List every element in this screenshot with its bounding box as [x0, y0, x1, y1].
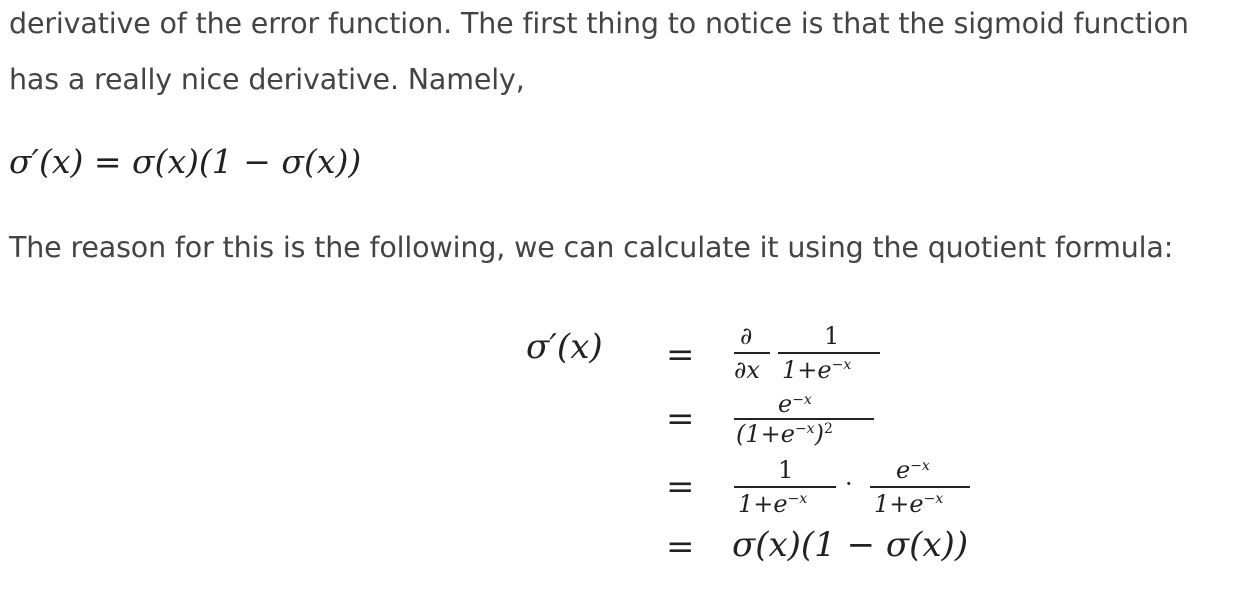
formula-equals: =: [93, 142, 122, 181]
multiplication-dot: ·: [845, 470, 853, 498]
step2-numerator: $e^{-x}$: [778, 390, 812, 418]
intro-line-2: has a really nice derivative. Namely,: [9, 63, 525, 96]
step2-denominator: $(1+e^{-x})^2$: [736, 420, 833, 448]
step1-fraction-bar: [778, 352, 880, 354]
partial-denominator: ∂x: [734, 356, 760, 384]
step3-left-denominator: $1+e^{-x}$: [738, 490, 808, 518]
step3-left-fraction-bar: [734, 486, 836, 488]
equals-sign-4: =: [666, 527, 695, 567]
reason-paragraph: The reason for this is the following, we can calculate it using the quotient formula:: [9, 231, 1174, 264]
equals-sign-3: =: [666, 467, 695, 507]
equals-sign-1: =: [666, 335, 695, 375]
partial-numerator: ∂: [740, 322, 753, 350]
step4-result: σ(x)(1 − σ(x)): [732, 525, 969, 565]
partial-fraction-bar: [734, 352, 770, 354]
step1-numerator: 1: [824, 322, 840, 350]
step3-right-numerator: $e^{-x}$: [896, 456, 930, 484]
step3-right-fraction-bar: [870, 486, 970, 488]
step1-denominator: $1+e^{-x}$: [782, 356, 852, 384]
derivation-lhs: σ′(x): [526, 327, 603, 367]
equals-sign-2: =: [666, 399, 695, 439]
intro-line-1: derivative of the error function. The first thing to notice is that the sigmoid function: [9, 7, 1189, 40]
formula-rhs: σ(x)(1 − σ(x)): [132, 142, 362, 181]
formula-lhs: σ′(x): [9, 142, 84, 181]
step3-left-numerator: 1: [778, 456, 794, 484]
step3-right-denominator: $1+e^{-x}$: [874, 490, 944, 518]
